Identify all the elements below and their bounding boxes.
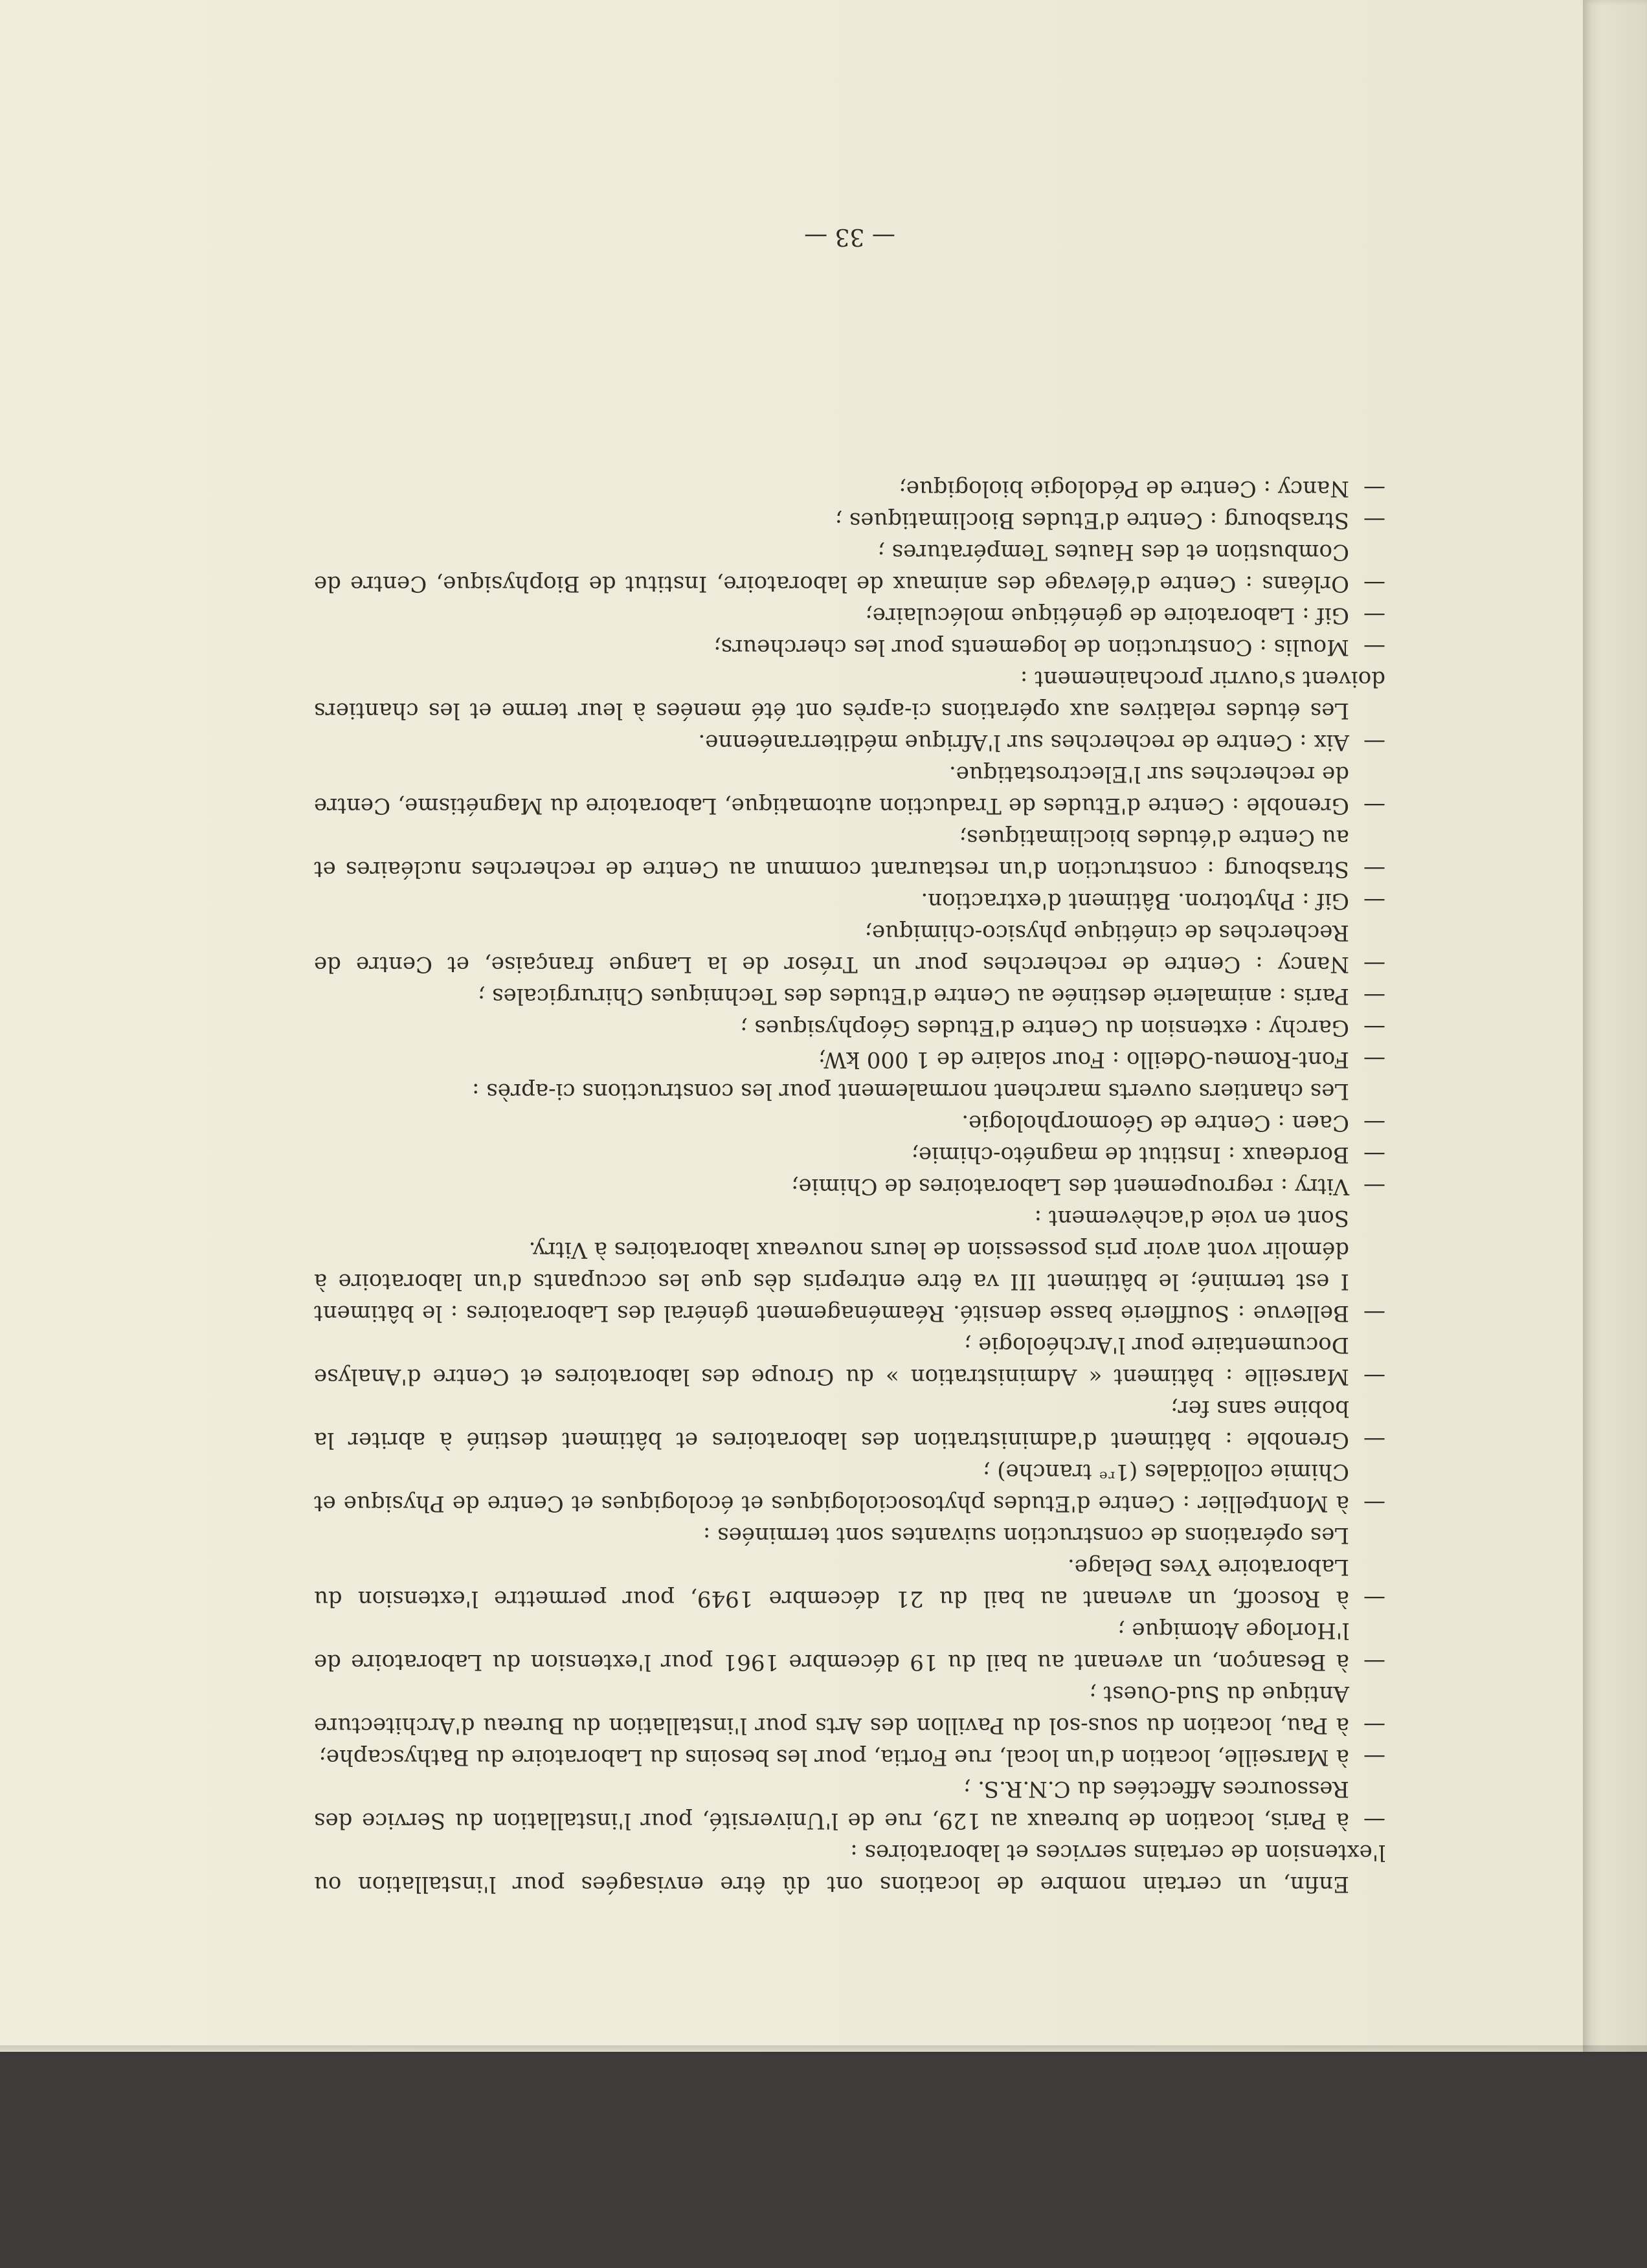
paragraph: Les opérations de construction suivantes sont terminées : (702, 1522, 1349, 1548)
list-item (314, 885, 1385, 917)
list-item-text: Aix : Centre de recherches sur l'Afrique méditerranéenne. (698, 729, 1349, 755)
dash-bullet: — (1363, 1649, 1385, 1675)
list-item-text: Nancy : Centre de recherches pour un Trésor de la Langue française, et Centre de Recherches de cinétique physico-chimique; (314, 920, 1349, 977)
list-item (314, 1392, 1385, 1456)
dash-bullet: — (1363, 1586, 1385, 1612)
document-body (314, 472, 1385, 1900)
list-item-text: Caen : Centre de Géomorphologie. (961, 1110, 1349, 1136)
list-item (314, 504, 1385, 536)
dash-bullet: — (1363, 1364, 1385, 1390)
list-item-text: Grenoble : Centre d'Etudes de Traduction automatique, Laboratoire du Magnétisme, Centre de recherches sur l'Electrostatique. (314, 761, 1349, 819)
list-item (314, 1234, 1385, 1329)
list-item (314, 536, 1385, 599)
dash-bullet: — (1363, 1142, 1385, 1168)
list-item (314, 1741, 1385, 1773)
list-item-text: Nancy : Centre de Pédologie biologique; (899, 476, 1349, 502)
list-item (314, 631, 1385, 663)
list-item-text: Gif : Phytotron. Bâtiment d'extraction. (921, 888, 1349, 914)
list-item (314, 472, 1385, 504)
list-item-text: à Montpellier : Centre d'Etudes phytosociologiques et écologiques et Centre de Physique et Chimie colloïdales (1ʳᵉ tranche) ; (314, 1459, 1349, 1517)
list-item (314, 1170, 1385, 1202)
list-item-text: à Besançon, un avenant au bail du 19 décembre 1961 pour l'extension du Laboratoire de l'Horloge Atomique ; (314, 1618, 1349, 1675)
list-item (314, 1107, 1385, 1139)
list-item (314, 599, 1385, 631)
dash-bullet: — (1363, 476, 1385, 502)
dash-bullet: — (1363, 729, 1385, 755)
list-item-text: Marseille : bâtiment « Administration » du Groupe des laboratoires et Centre d'Analyse Documentaire pour l'Archéologie ; (314, 1332, 1349, 1390)
list-item (314, 917, 1385, 980)
dash-bullet: — (1363, 1047, 1385, 1073)
dash-bullet: — (1363, 1808, 1385, 1834)
paragraph: Les études relatives aux opérations ci-après ont été menées à leur terme et les chantiers doivent s'ouvrir prochainement : (314, 666, 1385, 724)
dash-bullet: — (1363, 888, 1385, 914)
list-item-text: Vitry : regroupement des Laboratoires de Chimie; (791, 1173, 1349, 1199)
list-item-text: Bellevue : Soufflerie basse densité. Réaménagement général des Laboratoires : le bâtiment I est terminé; le bâtiment III va être entrepris dès que les occupants d'un laboratoire à démolir vont avoir pris possession de leurs nouveaux laboratoires à Vitry. (314, 1237, 1349, 1326)
page-shadow (0, 2045, 1647, 2058)
list-item (314, 821, 1385, 885)
list-item (314, 1614, 1385, 1678)
paragraph: Sont en voie d'achèvement : (1034, 1205, 1349, 1231)
list-item (314, 1139, 1385, 1170)
list-item-text: Grenoble : bâtiment d'administration des laboratoires et bâtiment destiné à abriter la bobine sans fer; (314, 1395, 1349, 1453)
list-item (314, 1678, 1385, 1741)
list-item (314, 1329, 1385, 1392)
list-item (314, 1551, 1385, 1614)
dash-bullet: — (1363, 793, 1385, 819)
dash-bullet: — (1363, 1491, 1385, 1517)
dash-bullet: — (1363, 1300, 1385, 1326)
dash-bullet: — (1363, 1015, 1385, 1041)
list-item-text: Gif : Laboratoire de génétique moléculaire; (865, 603, 1349, 628)
list-item (314, 980, 1385, 1012)
list-item-text: Orléans : Centre d'élevage des animaux de laboratoire, Institut de Biophysique, Centre de Combustion et des Hautes Températures ; (314, 539, 1349, 597)
dash-bullet: — (1363, 983, 1385, 1009)
list-item-text: Strasbourg : construction d'un restaurant commun au Centre de recherches nucléaires et au Centre d'études bioclimatiques; (314, 825, 1349, 882)
paragraph: Les chantiers ouverts marchent normalement pour les constructions ci-après : (472, 1078, 1349, 1104)
list-item-text: Font-Romeu-Odeillo : Four solaire de 1 000 kW; (818, 1047, 1349, 1073)
dash-bullet: — (1363, 856, 1385, 882)
list-item-text: à Marseille, location d'un local, rue Fortia, pour les besoins du Laboratoire du Bathyscaphe; (319, 1744, 1349, 1770)
dash-bullet: — (1363, 1713, 1385, 1739)
dash-bullet: — (1363, 1744, 1385, 1770)
dash-bullet: — (1363, 603, 1385, 628)
list-item-text: Garchy : extension du Centre d'Etudes Géophysiques ; (740, 1015, 1349, 1041)
list-item-text: Moulis : Construction de logements pour les chercheurs; (713, 634, 1349, 660)
list-item (314, 726, 1385, 758)
list-item-text: Bordeaux : Institut de magnéto-chimie; (911, 1142, 1349, 1168)
dash-bullet: — (1363, 507, 1385, 533)
list-item-text: à Paris, location de bureaux au 129, rue de l'Université, pour l'installation du Service des Ressources Affectées du C.N.R.S. ; (314, 1776, 1349, 1834)
paragraph: Enfin, un certain nombre de locations ont dû être envisagées pour l'installation ou l'extension de certains services et laboratoires : (314, 1840, 1385, 1897)
list-item (314, 1456, 1385, 1519)
page-number: — 33 — (804, 223, 895, 250)
list-item-text: à Roscoff, un avenant au bail du 21 décembre 1949, pour permettre l'extension du Laboratoire Yves Delage. (314, 1554, 1349, 1612)
upside-down-text-block (314, 223, 1385, 1900)
dash-bullet: — (1363, 634, 1385, 660)
paper-edge (1583, 0, 1647, 2052)
dash-bullet: — (1363, 1110, 1385, 1136)
list-item-text: à Pau, location du sous-sol du Pavillon des Arts pour l'installation du Bureau d'Architecture Antique du Sud-Ouest ; (314, 1681, 1349, 1739)
list-item (314, 1043, 1385, 1075)
dash-bullet: — (1363, 1173, 1385, 1199)
list-item (314, 1012, 1385, 1043)
dash-bullet: — (1363, 1427, 1385, 1453)
dash-bullet: — (1363, 951, 1385, 977)
list-item-text: Paris : animalerie destinée au Centre d'Etudes des Techniques Chirurgicales ; (477, 983, 1349, 1009)
dash-bullet: — (1363, 571, 1385, 597)
list-item (314, 1773, 1385, 1836)
list-item (314, 758, 1385, 821)
list-item-text: Strasbourg : Centre d'Etudes Bioclimatiques ; (835, 507, 1349, 533)
